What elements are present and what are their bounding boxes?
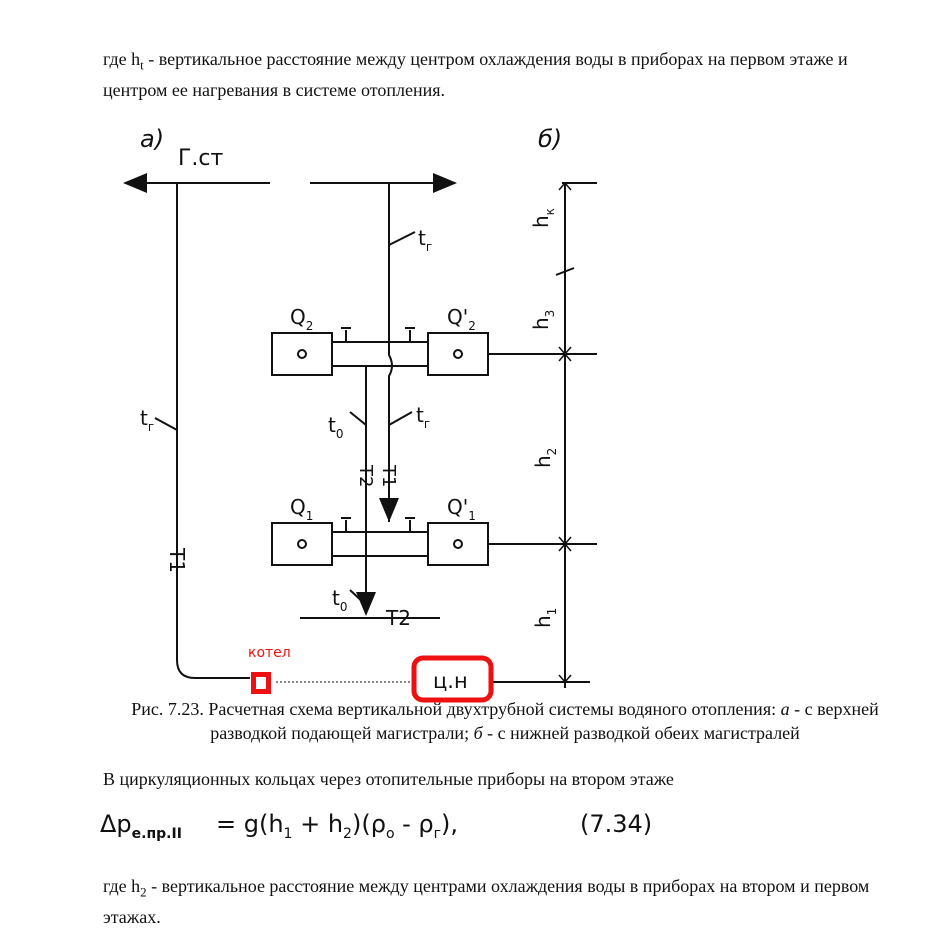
formula-7-34 xyxy=(100,810,660,850)
label-t0-mid: $t_0$ xyxy=(328,413,344,441)
label-q2-prime: $Q'_2$ xyxy=(447,305,476,333)
label-t1-left: T1 xyxy=(165,548,189,573)
label-h3: $h_3$ xyxy=(529,309,557,330)
left-riser xyxy=(177,183,250,678)
label-h-top: $h_к$ xyxy=(529,208,557,228)
pump-tag: ц.н xyxy=(433,669,468,693)
label-t2-bottom: T2 xyxy=(386,606,411,630)
label-t-top: $t_г$ xyxy=(418,226,433,254)
label-h2: $h_2$ xyxy=(531,447,559,468)
caption-part: - с верхней разводкой подающей магистрали; xyxy=(210,699,879,743)
radiator-q1-prime xyxy=(428,523,488,565)
text-fragment: где h xyxy=(103,876,141,896)
label-g-st: Г.ст xyxy=(178,146,224,171)
heating-system-diagram xyxy=(0,110,945,710)
text-fragment: - вертикальное расстояние между центрами охлаждения воды в приборах на втором и первом этажах. xyxy=(103,876,870,927)
label-q2: $Q_2$ xyxy=(290,305,314,333)
label-t0-bottom: $t_0$ xyxy=(332,586,348,614)
caption-part: - с нижней разводкой обеих магистралей xyxy=(482,723,800,743)
subscript: t xyxy=(140,57,144,73)
boiler-tag: котел xyxy=(248,645,291,661)
paragraph-h2-definition xyxy=(103,874,913,930)
label-a: а) xyxy=(140,125,165,153)
formula-lhs: $\Delta p_{е.пр.II}$ xyxy=(100,810,182,842)
text-fragment: где h xyxy=(103,49,141,69)
label-h1: $h_1$ xyxy=(531,607,559,628)
caption-italic-b: б xyxy=(473,723,483,743)
label-q1: $Q_1$ xyxy=(290,495,314,523)
formula-rhs: = $g(h_1 + h_2)(\rho_o - \rho_г)$, xyxy=(216,810,459,842)
label-tg-mid: $t_г$ xyxy=(416,403,431,431)
text-fragment: - вертикальное расстояние между центром охлаждения воды в приборах на первом этаже и центром ее нагревания в системе отопления. xyxy=(103,49,848,100)
label-q1-prime: $Q'_1$ xyxy=(447,495,476,523)
label-b: б) xyxy=(538,125,563,153)
radiator-q2 xyxy=(272,333,332,375)
subscript: 2 xyxy=(140,884,147,900)
caption-part: Рис. 7.23. Расчетная схема вертикальной двухтрубной системы водяного отопления: xyxy=(131,699,781,719)
caption-italic-a: а xyxy=(780,699,790,719)
label-t-left: $t_г$ xyxy=(140,406,155,434)
radiator-q1 xyxy=(272,523,332,565)
formula-number: (7.34) xyxy=(580,810,653,838)
label-t1-vertical: T1 xyxy=(378,465,399,488)
paragraph-circulation: В циркуляционных кольцах через отопительные приборы на втором этаже xyxy=(103,769,674,789)
radiator-q2-prime xyxy=(428,333,488,375)
figure-caption xyxy=(100,697,910,745)
paragraph-ht-definition xyxy=(103,47,903,103)
label-t2-vertical: T2 xyxy=(355,465,376,488)
